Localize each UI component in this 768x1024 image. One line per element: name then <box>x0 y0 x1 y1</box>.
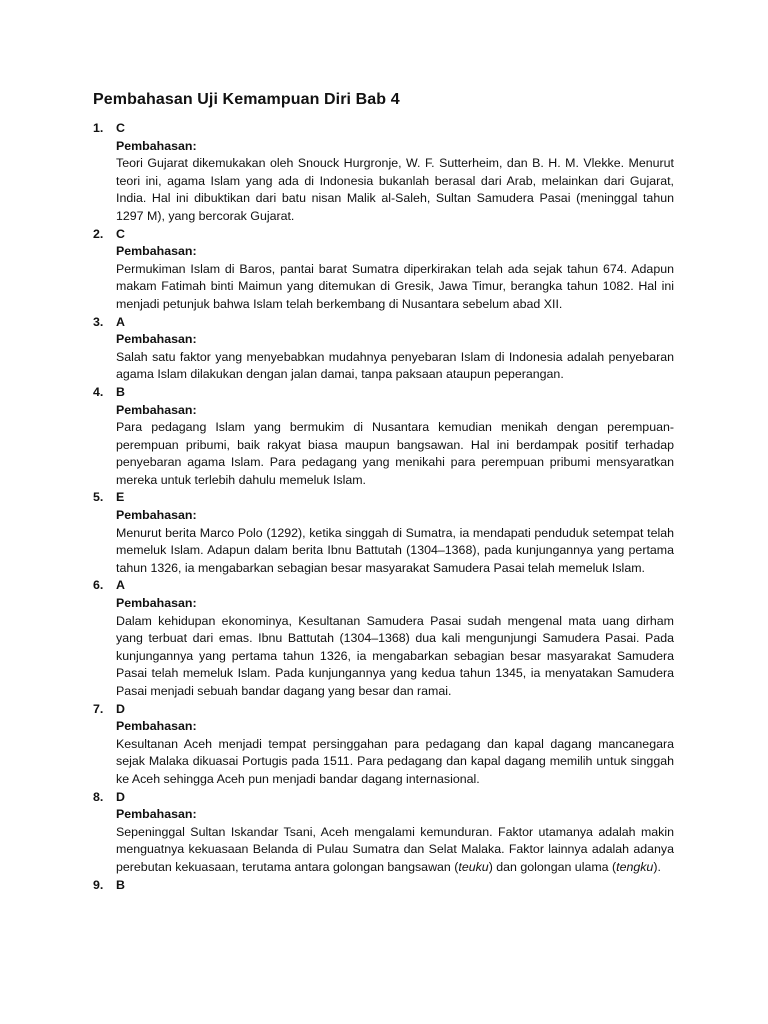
item-number: 8. <box>93 789 104 804</box>
discussion-text: Kesultanan Aceh menjadi tempat persinggahan para pedagang dan kapal dagang mancanegara sejak Malaka dikuasai Portugis pada 1511. Para pedagang dan kapal dagang memilih untuk singgah ke Aceh sehingga Aceh pun menjadi bandar dagang internasional. <box>116 736 674 786</box>
discussion-label: Pembahasan: <box>116 332 197 347</box>
answer-item-6 <box>93 577 674 700</box>
discussion-label: Pembahasan: <box>116 508 197 523</box>
item-number: 9. <box>93 877 104 892</box>
item-number: 5. <box>93 490 104 505</box>
discussion-label: Pembahasan: <box>116 596 197 611</box>
term-teuku: teuku <box>458 859 489 874</box>
discussion-text: Salah satu faktor yang menyebabkan mudahnya penyebaran Islam di Indonesia adalah penyebaran agama Islam dilakukan dengan jalan damai, tanpa paksaan ataupun peperangan. <box>116 349 674 382</box>
discussion-label: Pembahasan: <box>116 244 197 259</box>
discussion-text-part: Sepeninggal Sultan Iskandar Tsani, Aceh mengalami kemunduran. Faktor utamanya adalah makin menguatnya kekuasaan Belanda di Pulau Sumatra dan Selat Malaka. Faktor lainnya adalah adanya perebutan kekuasaan, terutama antara golongan bangsawan ( <box>116 824 674 874</box>
item-number: 2. <box>93 226 104 241</box>
discussion-text: Para pedagang Islam yang bermukim di Nusantara kemudian menikah dengan perempuan-perempuan pribumi, baik rakyat biasa maupun bangsawan. Hal ini berdampak positif terhadap penyebaran agama Islam. Para pedagang yang menikahi para perempuan pribumi mensyaratkan mereka untuk terlebih dahulu memeluk Islam. <box>116 420 674 487</box>
answer-key: C <box>116 121 125 135</box>
answer-item-1 <box>93 120 674 226</box>
item-number: 3. <box>93 314 104 329</box>
discussion-label: Pembahasan: <box>116 807 197 822</box>
discussion-label: Pembahasan: <box>116 138 197 153</box>
answer-item-2 <box>93 226 674 314</box>
item-number: 1. <box>93 121 104 135</box>
answer-key: A <box>116 314 125 329</box>
answer-key: B <box>116 877 125 892</box>
discussion-text <box>116 824 674 877</box>
answer-item-5 <box>93 489 674 577</box>
answer-item-8 <box>93 789 674 877</box>
answer-item-9 <box>93 877 674 895</box>
discussion-text: Permukiman Islam di Baros, pantai barat Sumatra diperkirakan telah ada sejak tahun 674. Adapun makam Fatimah binti Maimun yang ditemukan di Gresik, Jawa Timur, berangka tahun 1082. Hal ini menjadi petunjuk bahwa Islam telah berkembang di Nusantara sebelum abad XII. <box>116 261 674 311</box>
item-number: 4. <box>93 384 104 399</box>
item-number: 6. <box>93 578 104 593</box>
document-title: Pembahasan Uji Kemampuan Diri Bab 4 <box>93 91 400 108</box>
discussion-text-part: ) dan golongan ulama ( <box>488 859 617 874</box>
answer-key: A <box>116 578 125 593</box>
discussion-text-part: ). <box>653 859 661 874</box>
answer-key: E <box>116 490 125 505</box>
answer-item-4 <box>93 384 674 490</box>
discussion-text: Teori Gujarat dikemukakan oleh Snouck Hurgronje, W. F. Sutterheim, dan B. H. M. Vlekke. Menurut teori ini, agama Islam yang ada di Indonesia bukanlah berasal dari Arab, melainkan dari Gujarat, India. Hal ini dibuktikan dari batu nisan Malik al-Saleh, Sultan Samudera Pasai (meninggal tahun 1297 M), yang bercorak Gujarat. <box>116 156 674 223</box>
discussion-label: Pembahasan: <box>116 719 197 734</box>
answer-item-7 <box>93 701 674 789</box>
answer-key: C <box>116 226 125 241</box>
discussion-text: Dalam kehidupan ekonominya, Kesultanan Samudera Pasai sudah mengenal mata uang dirham yang terbuat dari emas. Ibnu Battutah (1304–1368) dua kali mengunjungi Samudera Pasai. Pada kunjungannya yang pertama tahun 1326, ia mengabarkan sebagian besar masyarakat Samudera Pasai telah memeluk Islam. Pada kunjungannya yang kedua tahun 1345, ia menyatakan Samudera Pasai menjadi sebuah bandar dagang yang besar dan ramai. <box>116 613 674 698</box>
answer-item-3 <box>93 314 674 384</box>
term-tengku: tengku <box>616 859 654 874</box>
answer-key: D <box>116 789 125 804</box>
item-number: 7. <box>93 701 104 716</box>
answer-key: D <box>116 701 125 716</box>
discussion-text: Menurut berita Marco Polo (1292), ketika singgah di Sumatra, ia mendapati penduduk setempat telah memeluk Islam. Adapun dalam berita Ibnu Battutah (1304–1368), pada kunjungannya yang pertama tahun 1326, ia mengabarkan sebagian besar masyarakat Samudera Pasai telah memeluk Islam. <box>116 525 674 575</box>
discussion-label: Pembahasan: <box>116 402 197 417</box>
answer-list <box>93 120 674 894</box>
answer-key: B <box>116 384 125 399</box>
